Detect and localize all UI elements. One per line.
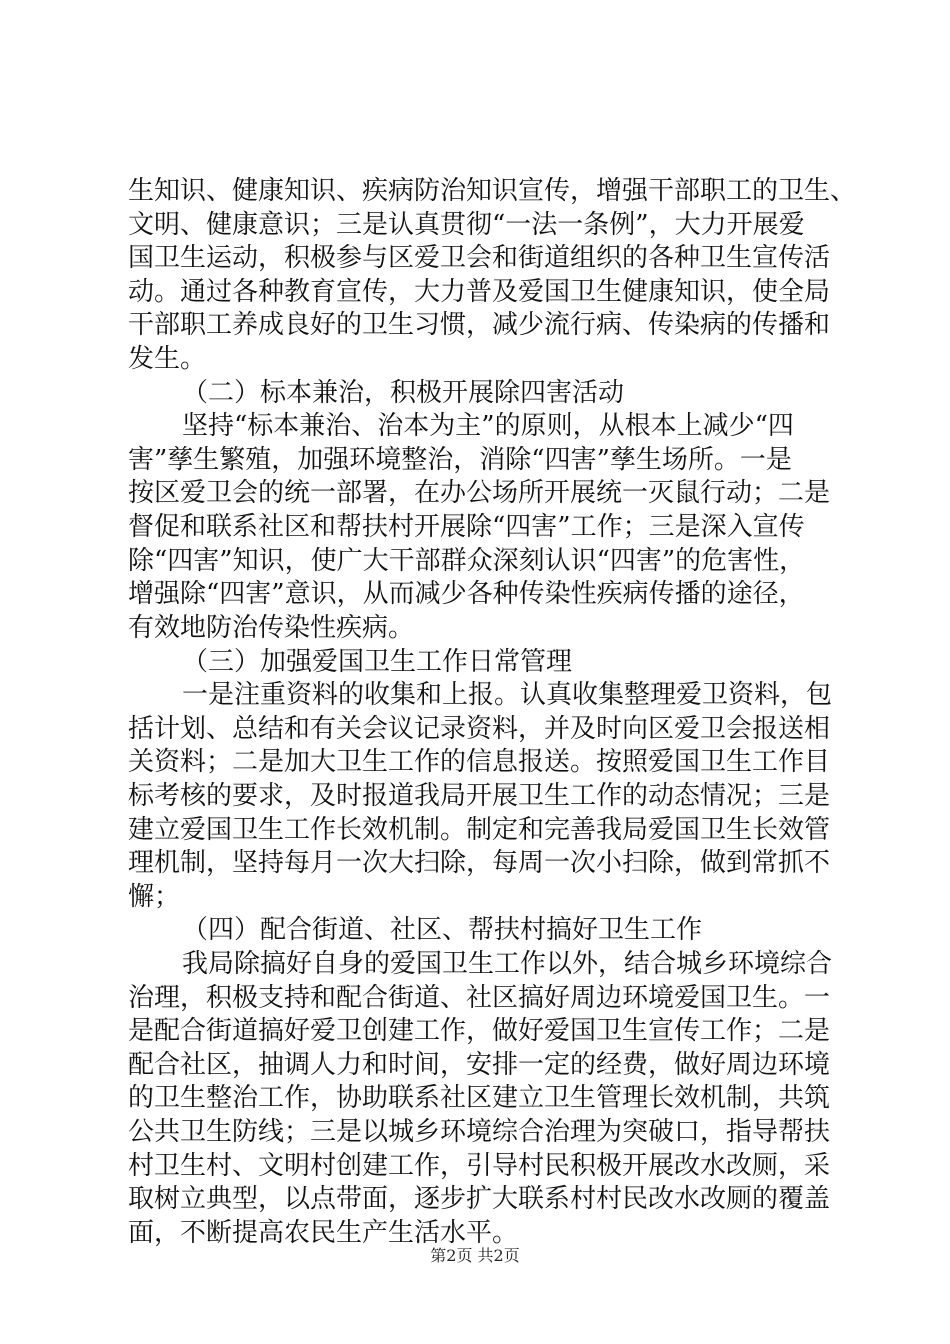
text-line: 国卫生运动，积极参与区爱卫会和街道组织的各种卫生宣传活 bbox=[128, 243, 831, 273]
section-heading: （三）加强爱国卫生工作日常管理 bbox=[182, 647, 573, 677]
text-line: 懈； bbox=[128, 882, 181, 912]
text-line: 干部职工养成良好的卫生习惯，减少流行病、传染病的传播和 bbox=[128, 310, 831, 340]
text-line: 关资料；二是加大卫生工作的信息报送。按照爱国卫生工作目 bbox=[128, 747, 831, 777]
section-heading: （四）配合街道、社区、帮扶村搞好卫生工作 bbox=[182, 915, 703, 945]
text-line: 的卫生整治工作，协助联系社区建立卫生管理长效机制，共筑 bbox=[128, 1083, 831, 1113]
text-line: 建立爱国卫生工作长效机制。制定和完善我局爱国卫生长效管 bbox=[128, 815, 831, 845]
text-line: 害”孳生繁殖，加强环境整治，消除“四害”孳生场所。一是 bbox=[128, 445, 792, 475]
text-line: 村卫生村、文明村创建工作，引导村民积极开展改水改厕，采 bbox=[128, 1151, 831, 1181]
text-line: 标考核的要求，及时报道我局开展卫生工作的动态情况；三是 bbox=[128, 781, 831, 811]
text-line: 面，不断提高农民生产生活水平。 bbox=[128, 1218, 519, 1248]
text-line: 发生。 bbox=[128, 344, 207, 374]
text-line: 公共卫生防线；三是以城乡环境综合治理为突破口，指导帮扶 bbox=[128, 1117, 831, 1147]
text-line: 督促和联系社区和帮扶村开展除“四害”工作；三是深入宣传 bbox=[128, 512, 805, 542]
text-line: 是配合街道搞好爱卫创建工作，做好爱国卫生宣传工作；二是 bbox=[128, 1016, 831, 1046]
text-line: 按区爱卫会的统一部署，在办公场所开展统一灭鼠行动；二是 bbox=[128, 478, 831, 508]
page-footer: 第2页 共2页 bbox=[430, 1246, 520, 1265]
text-line: 治理，积极支持和配合街道、社区搞好周边环境爱国卫生。一 bbox=[128, 983, 831, 1013]
text-line: 有效地防治传染性疾病。 bbox=[128, 613, 415, 643]
text-line: 动。通过各种教育宣传，大力普及爱国卫生健康知识，使全局 bbox=[128, 277, 831, 307]
text-line: 坚持“标本兼治、治本为主”的原则，从根本上减少“四 bbox=[182, 411, 794, 441]
text-line: 除“四害”知识，使广大干部群众深刻认识“四害”的危害性， bbox=[128, 546, 806, 576]
text-line: 取树立典型，以点带面，逐步扩大联系村村民改水改厕的覆盖 bbox=[128, 1184, 831, 1214]
text-line: 理机制，坚持每月一次大扫除，每周一次小扫除，做到常抓不 bbox=[128, 848, 831, 878]
text-line: 括计划、总结和有关会议记录资料，并及时向区爱卫会报送相 bbox=[128, 714, 831, 744]
text-line: 增强除“四害”意识，从而减少各种传染性疾病传播的途径， bbox=[128, 579, 805, 609]
text-line: 配合社区，抽调人力和时间，安排一定的经费，做好周边环境 bbox=[128, 1050, 831, 1080]
text-line: 我局除搞好自身的爱国卫生工作以外，结合城乡环境综合 bbox=[182, 949, 833, 979]
section-heading: （二）标本兼治，积极开展除四害活动 bbox=[182, 378, 625, 408]
text-line: 生知识、健康知识、疾病防治知识宣传，增强干部职工的卫生、 bbox=[128, 176, 857, 206]
text-line: 文明、健康意识；三是认真贯彻“一法一条例”，大力开展爱 bbox=[128, 210, 805, 240]
text-line: 一是注重资料的收集和上报。认真收集整理爱卫资料，包 bbox=[182, 680, 833, 710]
